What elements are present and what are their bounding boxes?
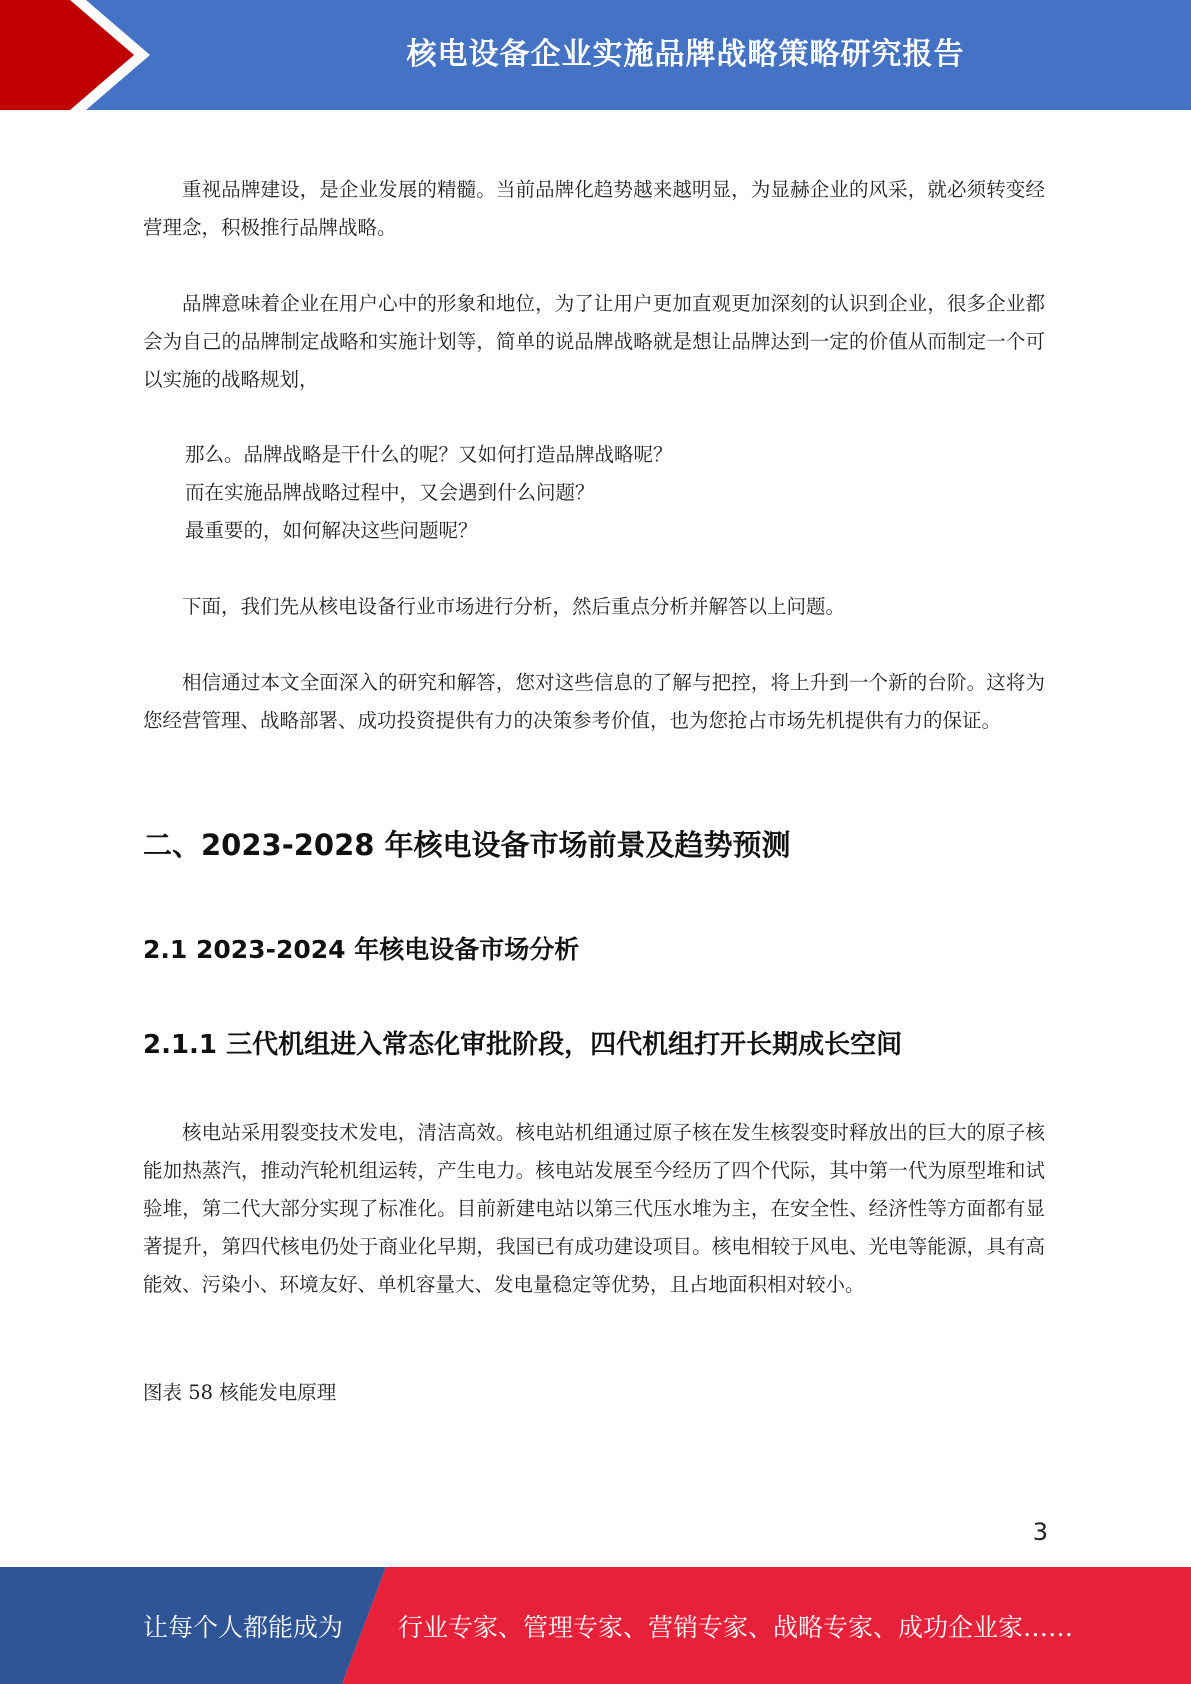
- page-header: [0, 0, 1191, 110]
- page-number: 3: [1032, 1518, 1048, 1546]
- intro-paragraph-1: 重视品牌建设，是企业发展的精髓。当前品牌化趋势越来越明显，为显赫企业的风采，就必须转变经营理念，积极推行品牌战略。: [143, 178, 1045, 239]
- footer-slogan-left: 让每个人都能成为: [143, 1612, 344, 1642]
- section-heading: 二、2023-2028 年核电设备市场前景及趋势预测: [143, 828, 791, 862]
- intro-paragraph-3: 下面，我们先从核电设备行业市场进行分析，然后重点分析并解答以上问题。: [182, 595, 846, 618]
- subsection-heading: 2.1 2023-2024 年核电设备市场分析: [143, 935, 580, 964]
- intro-paragraph-2: 品牌意味着企业在用户心中的形象和地位，为了让用户更加直观更加深刻的认识到企业，很多企业都会为自己的品牌制定战略和实施计划等，简单的说品牌战略就是想让品牌达到一定的价值从而制定一个可以实施的战略规划，: [143, 292, 1045, 391]
- question-line-1: 那么。品牌战略是干什么的呢？又如何打造品牌战略呢？: [185, 443, 673, 466]
- intro-paragraph-4: 相信通过本文全面深入的研究和解答，您对这些信息的了解与把控，将上升到一个新的台阶。这将为您经营管理、战略部署、成功投资提供有力的决策参考价值，也为您抢占市场先机提供有力的保证。: [143, 671, 1045, 732]
- subsubsection-heading: 2.1.1 三代机组进入常态化审批阶段，四代机组打开长期成长空间: [143, 1030, 903, 1060]
- figure-caption: 图表 58 核能发电原理: [143, 1381, 337, 1404]
- footer-slogan-right: 行业专家、管理专家、营销专家、战略专家、成功企业家……: [398, 1612, 1074, 1642]
- page-footer: [0, 1567, 1191, 1684]
- section-body-paragraph: 核电站采用裂变技术发电，清洁高效。核电站机组通过原子核在发生核裂变时释放出的巨大的原子核能加热蒸汽，推动汽轮机组运转，产生电力。核电站发展至今经历了四个代际，其中第一代为原型堆和试验堆，第二代大部分实现了标准化。目前新建电站以第三代压水堆为主，在安全性、经济性等方面都有显著提升，第四代核电仍处于商业化早期，我国已有成功建设项目。核电相较于风电、光电等能源，具有高能效、污染小、环境友好、单机容量大、发电量稳定等优势，且占地面积相对较小。: [143, 1121, 1045, 1296]
- question-line-3: 最重要的，如何解决这些问题呢？: [185, 519, 478, 542]
- question-line-2: 而在实施品牌战略过程中，又会遇到什么问题？: [185, 481, 595, 504]
- report-title: 核电设备企业实施品牌战略策略研究报告: [406, 37, 965, 72]
